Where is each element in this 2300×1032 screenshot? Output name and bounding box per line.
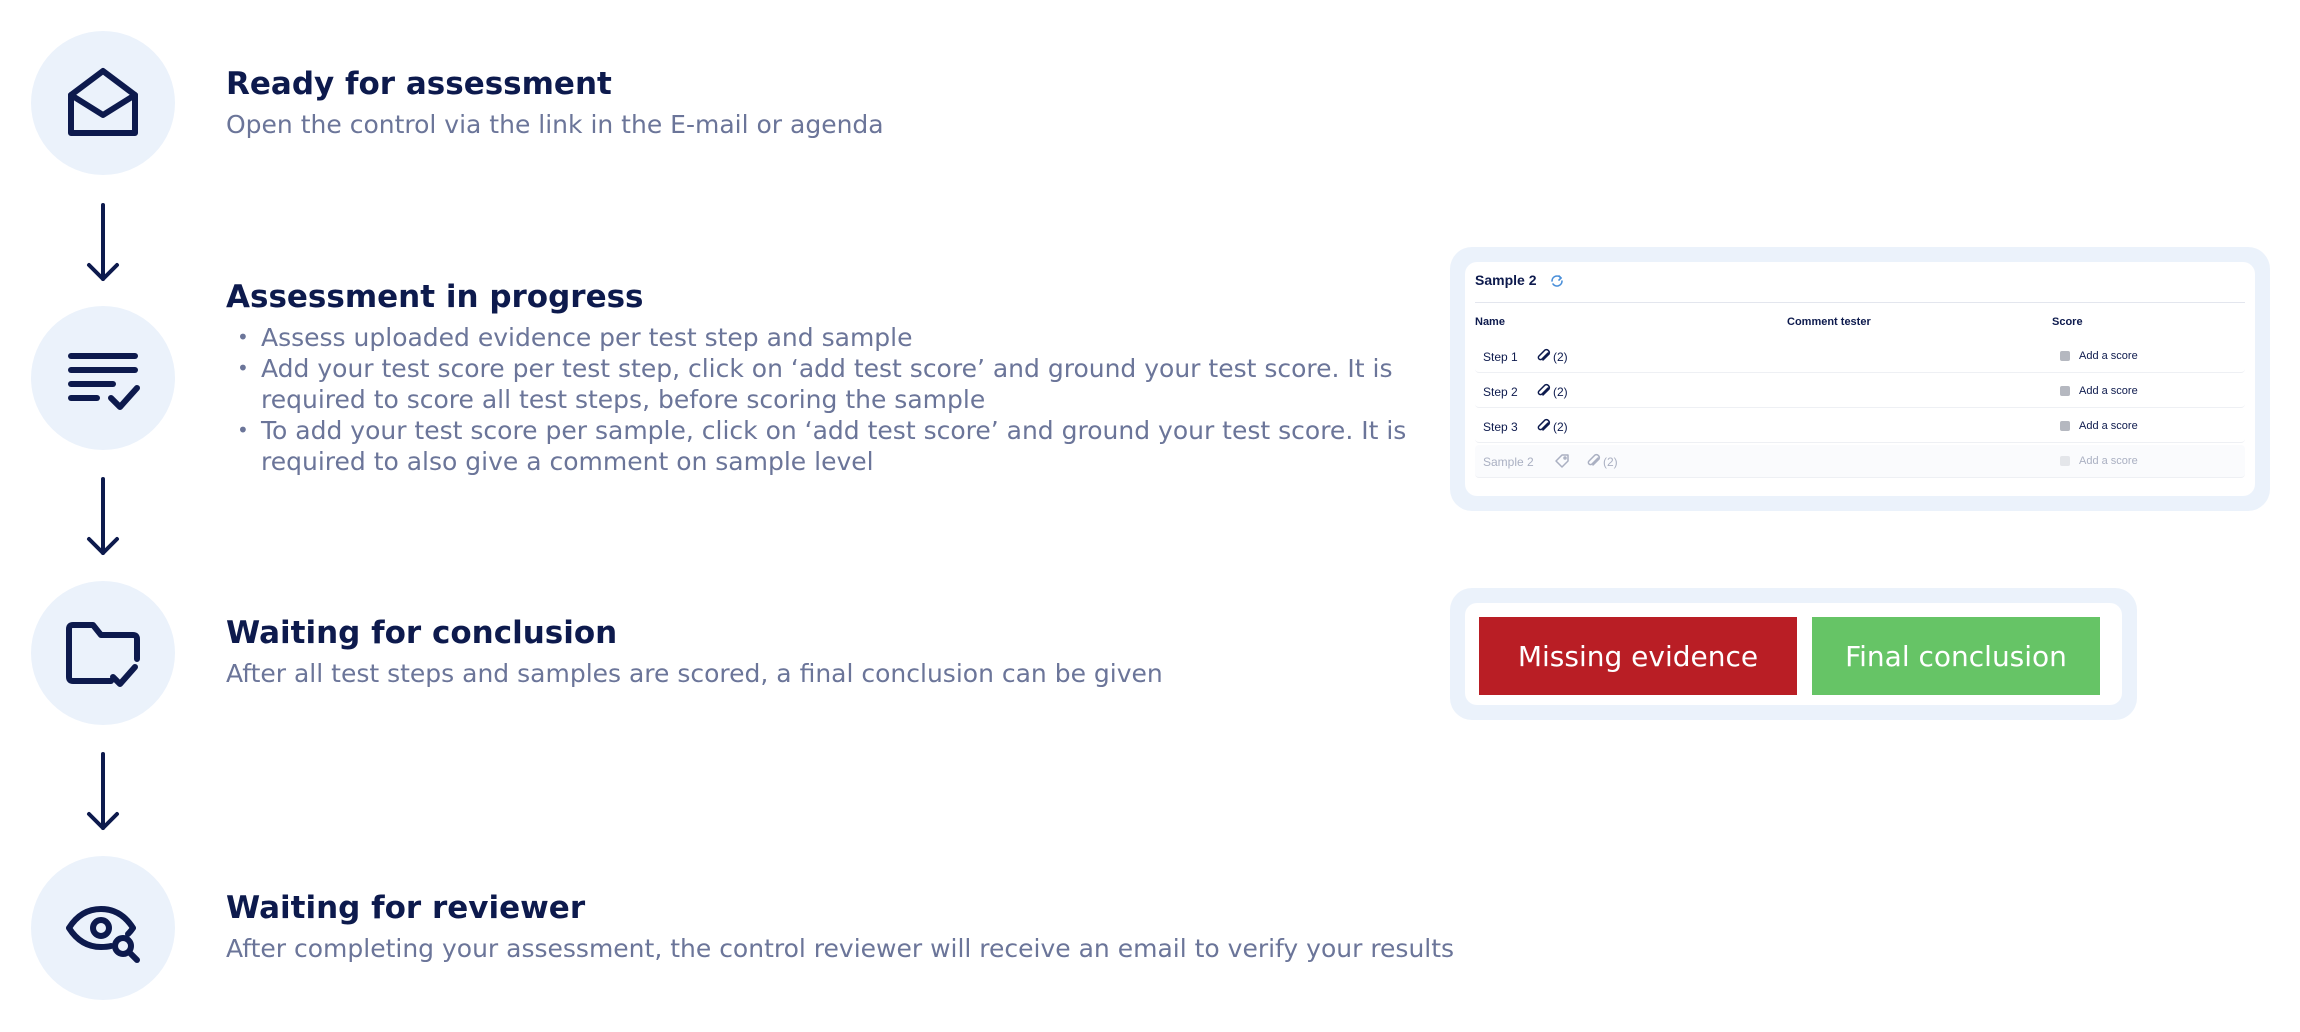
row-name: Step 2 [1483, 385, 1518, 399]
envelope-open-icon [63, 63, 143, 143]
table-row[interactable] [1475, 340, 2245, 373]
step-4-title: Waiting for reviewer [226, 890, 586, 926]
step-4-description: After completing your assessment, the control reviewer will receive an email to verify your results [226, 934, 1455, 963]
refresh-icon[interactable] [1550, 274, 1564, 288]
step-2-bullet-2: • Add your test score per test step, click on ‘add test score’ and ground your test score. It is required to score all test steps, before scoring the sample [261, 353, 1441, 415]
table-row-sample[interactable] [1475, 445, 2245, 478]
arrow-down-icon [85, 752, 121, 832]
tag-icon[interactable] [1553, 452, 1571, 470]
add-score-link[interactable]: Add a score [2079, 455, 2138, 467]
header-divider [1475, 302, 2245, 303]
step-4-icon-circle [31, 856, 175, 1000]
score-indicator [2060, 421, 2070, 431]
sample-card [1450, 247, 2270, 511]
eye-search-icon [63, 888, 143, 968]
paperclip-icon[interactable] [1535, 382, 1553, 400]
folder-check-icon [63, 613, 143, 693]
score-indicator [2060, 386, 2070, 396]
step-3-title: Waiting for conclusion [226, 615, 618, 651]
paperclip-icon[interactable] [1535, 347, 1553, 365]
row-name: Sample 2 [1483, 455, 1534, 469]
step-2-title: Assessment in progress [226, 279, 644, 315]
score-indicator [2060, 351, 2070, 361]
step-3-description: After all test steps and samples are scored, a final conclusion can be given [226, 659, 1163, 688]
column-score: Score [2052, 316, 2083, 328]
step-3-icon-circle [31, 581, 175, 725]
step-1-icon-circle [31, 31, 175, 175]
column-comment: Comment tester [1787, 316, 1871, 328]
checklist-icon [63, 338, 143, 418]
add-score-link[interactable]: Add a score [2079, 385, 2138, 397]
row-name: Step 3 [1483, 420, 1518, 434]
arrow-down-icon [85, 477, 121, 557]
attachment-count: (2) [1553, 350, 1568, 364]
step-1-description: Open the control via the link in the E-mail or agenda [226, 110, 884, 139]
step-1-title: Ready for assessment [226, 66, 612, 102]
sample-title-text: Sample 2 [1475, 272, 1537, 288]
step-2-bullet-1: • Assess uploaded evidence per test step and sample [261, 322, 1441, 353]
conclusion-card [1450, 588, 2137, 720]
conclusion-card-body [1465, 603, 2122, 705]
score-indicator [2060, 456, 2070, 466]
table-row[interactable] [1475, 410, 2245, 443]
sample-title [1475, 272, 1564, 288]
add-score-link[interactable]: Add a score [2079, 350, 2138, 362]
table-row[interactable] [1475, 375, 2245, 408]
row-name: Step 1 [1483, 350, 1518, 364]
step-2-bullet-3: • To add your test score per sample, click on ‘add test score’ and ground your test score. It is required to also give a comment on sample level [261, 415, 1441, 477]
paperclip-icon[interactable] [1535, 417, 1553, 435]
paperclip-icon[interactable] [1585, 452, 1603, 470]
final-conclusion-button[interactable]: Final conclusion [1812, 617, 2100, 695]
attachment-count: (2) [1553, 420, 1568, 434]
step-2-icon-circle [31, 306, 175, 450]
column-name: Name [1475, 316, 1505, 328]
arrow-down-icon [85, 203, 121, 283]
attachment-count: (2) [1603, 455, 1618, 469]
step-2-bullet-list [226, 322, 1441, 477]
add-score-link[interactable]: Add a score [2079, 420, 2138, 432]
attachment-count: (2) [1553, 385, 1568, 399]
missing-evidence-button[interactable]: Missing evidence [1479, 617, 1797, 695]
sample-card-body [1465, 262, 2255, 496]
